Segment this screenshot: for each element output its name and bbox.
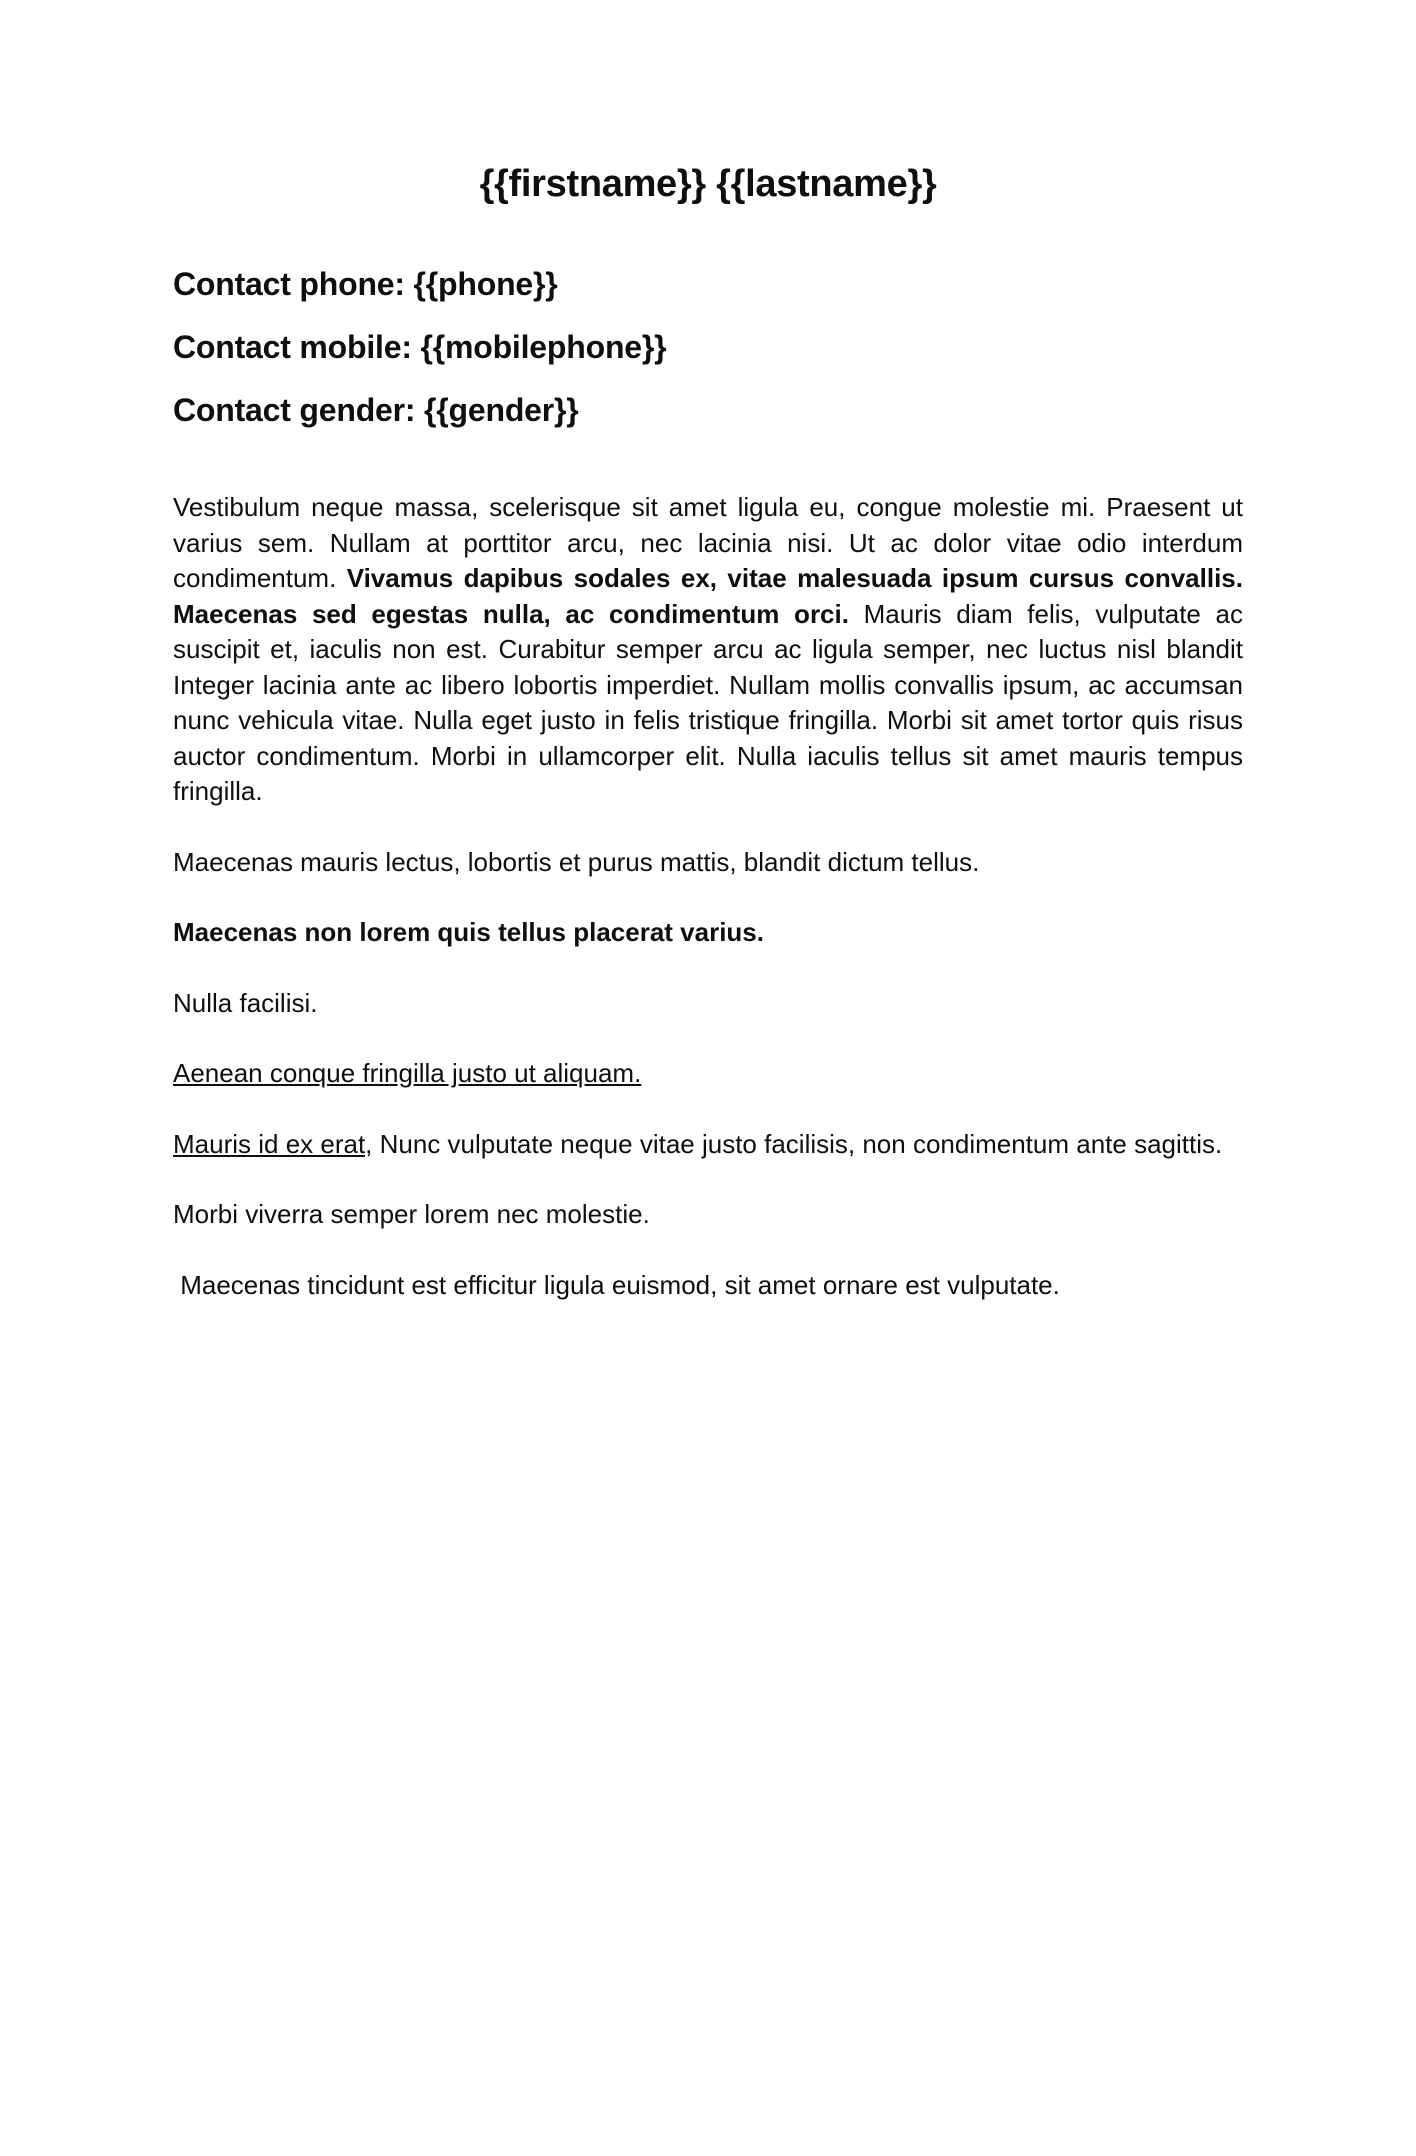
document-page [0,158,1416,2156]
lorem-bold-text: Vivamus dapibus sodales ex, vitae malesuada ipsum cursus convallis. Maecenas sed egestas nulla, ac condimentum orci. [173,563,1243,629]
aenean-underline-paragraph: Aenean conque fringilla justo ut aliquam. [173,1058,642,1088]
page-title: {{firstname}} {{lastname}} [479,163,937,205]
mauris-underline-text: Mauris id ex erat, [173,1128,373,1159]
mauris-mixed-paragraph [173,1127,1243,1163]
mauris-tail-text: Nunc vulputate neque vitae justo facilisis, non condimentum ante sagittis. [372,1128,1223,1159]
lorem-lead-text: Vestibulum neque massa, scelerisque sit amet ligula eu, congue molestie mi. Praesent ut varius sem. Nullam at porttitor arcu, nec lacinia nisi. Ut ac dolor vitae odio interdum condimentum. [173,492,1243,593]
contact-gender-heading: Contact gender: {{gender}} [173,392,579,428]
morbi-paragraph: Morbi viverra semper lorem nec molestie. [173,1199,650,1229]
lorem-tail-text: Mauris diam felis, vulputate ac suscipit et, iaculis non est. Curabitur semper arcu ac ligula semper, nec luctus nisl blandit Integer lacinia ante ac libero lobortis imperdiet. Nullam mollis convallis ipsum, ac accumsan nunc vehicula vitae. Nulla eget justo in felis tristique fringilla. Morbi sit amet tortor quis risus auctor condimentum. Morbi in ullamcorper elit. Nulla iaculis tellus sit amet mauris tempus fringilla. [173,598,1243,806]
contact-phone-heading: Contact phone: {{phone}} [173,266,558,302]
lorem-main-paragraph [173,490,1243,810]
contact-mobile-heading: Contact mobile: {{mobilephone}} [173,329,667,365]
maecenas-tincidunt-paragraph: Maecenas tincidunt est efficitur ligula euismod, sit amet ornare est vulputate. [173,1269,1060,1300]
maecenas-line-paragraph: Maecenas mauris lectus, lobortis et purus mattis, blandit dictum tellus. [173,846,980,877]
maecenas-bold-paragraph: Maecenas non lorem quis tellus placerat varius. [173,917,764,947]
nulla-facilisi-paragraph: Nulla facilisi. [173,987,318,1018]
